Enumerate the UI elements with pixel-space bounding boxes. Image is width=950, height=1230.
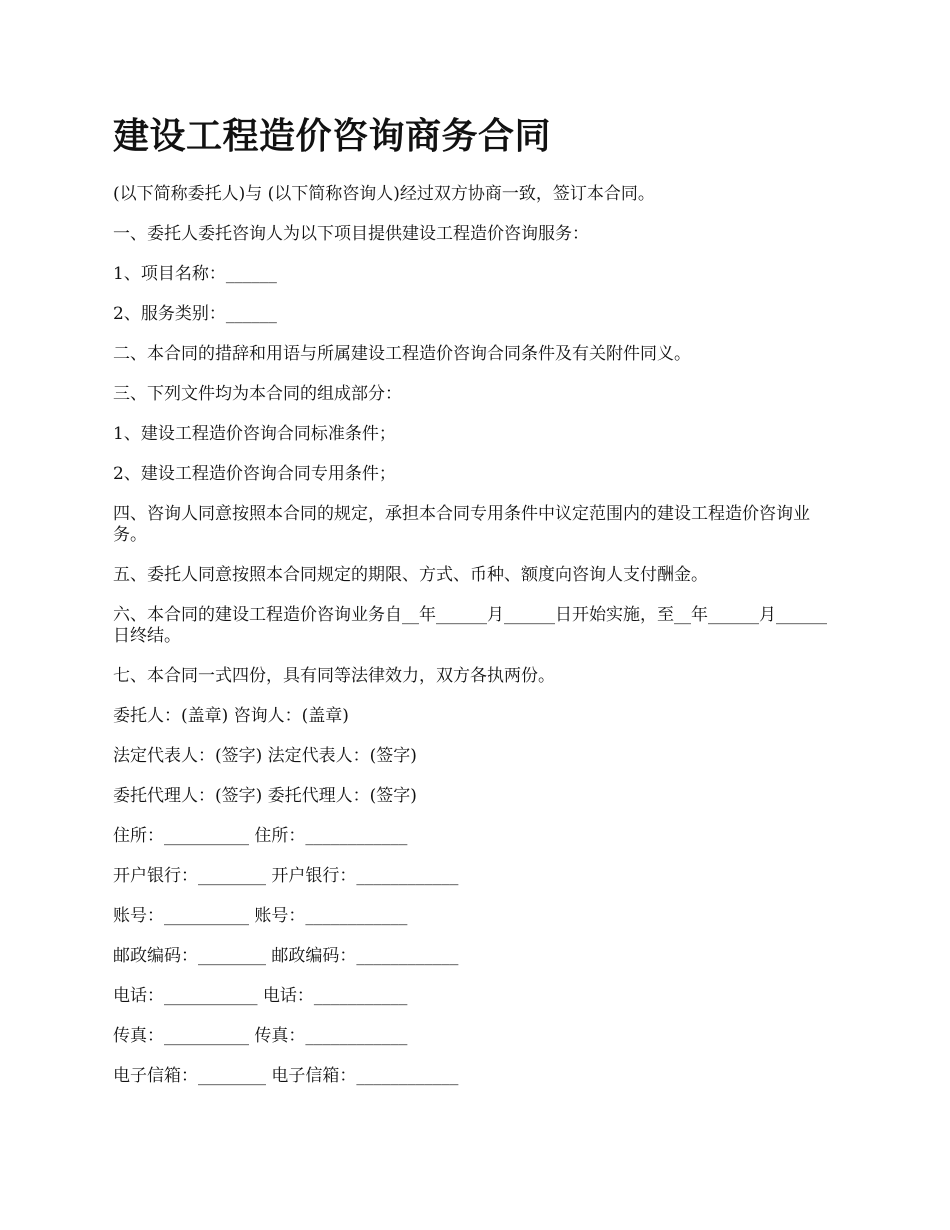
clause-5: 五、委托人同意按照本合同规定的期限、方式、币种、额度向咨询人支付酬金。 — [113, 565, 708, 585]
postal-code-line: 邮政编码：________ 邮政编码：____________ — [113, 946, 459, 966]
clause-3: 三、下列文件均为本合同的组成部分： — [113, 384, 402, 404]
project-name-line: 1、项目名称：______ — [113, 264, 277, 284]
bank-line: 开户银行：________ 开户银行：____________ — [113, 866, 459, 886]
fax-line: 传真：__________ 传真：____________ — [113, 1026, 408, 1046]
clause-7: 七、本合同一式四份，具有同等法律效力，双方各执两份。 — [113, 666, 555, 686]
document-title: 建设工程造价咨询商务合同 — [113, 115, 552, 157]
clause-6: 六、本合同的建设工程造价咨询业务自__年______月______日开始实施，至__年______月______日终结。 — [113, 605, 827, 646]
clause-3-item-2: 2、建设工程造价咨询合同专用条件； — [113, 464, 396, 484]
intro-paragraph: (以下简称委托人)与 (以下简称咨询人)经过双方协商一致，签订本合同。 — [113, 184, 655, 204]
service-type-line: 2、服务类别：______ — [113, 304, 277, 324]
email-line: 电子信箱：________ 电子信箱：____________ — [113, 1066, 459, 1086]
clause-1: 一、委托人委托咨询人为以下项目提供建设工程造价咨询服务： — [113, 224, 589, 244]
account-line: 账号：__________ 账号：____________ — [113, 906, 408, 926]
address-line: 住所：__________ 住所：____________ — [113, 826, 408, 846]
clause-3-item-1: 1、建设工程造价咨询合同标准条件； — [113, 424, 396, 444]
authorized-agent-line: 委托代理人：(签字) 委托代理人：(签字) — [113, 786, 417, 806]
legal-representative-line: 法定代表人：(签字) 法定代表人：(签字) — [113, 746, 417, 766]
signature-seal-line: 委托人：(盖章) 咨询人：(盖章) — [113, 706, 349, 726]
phone-line: 电话：___________ 电话：___________ — [113, 986, 408, 1006]
clause-4: 四、咨询人同意按照本合同的规定，承担本合同专用条件中议定范围内的建设工程造价咨询业务。 — [113, 504, 810, 545]
clause-2: 二、本合同的措辞和用语与所属建设工程造价咨询合同条件及有关附件同义。 — [113, 344, 691, 364]
contract-page — [113, 112, 841, 1106]
